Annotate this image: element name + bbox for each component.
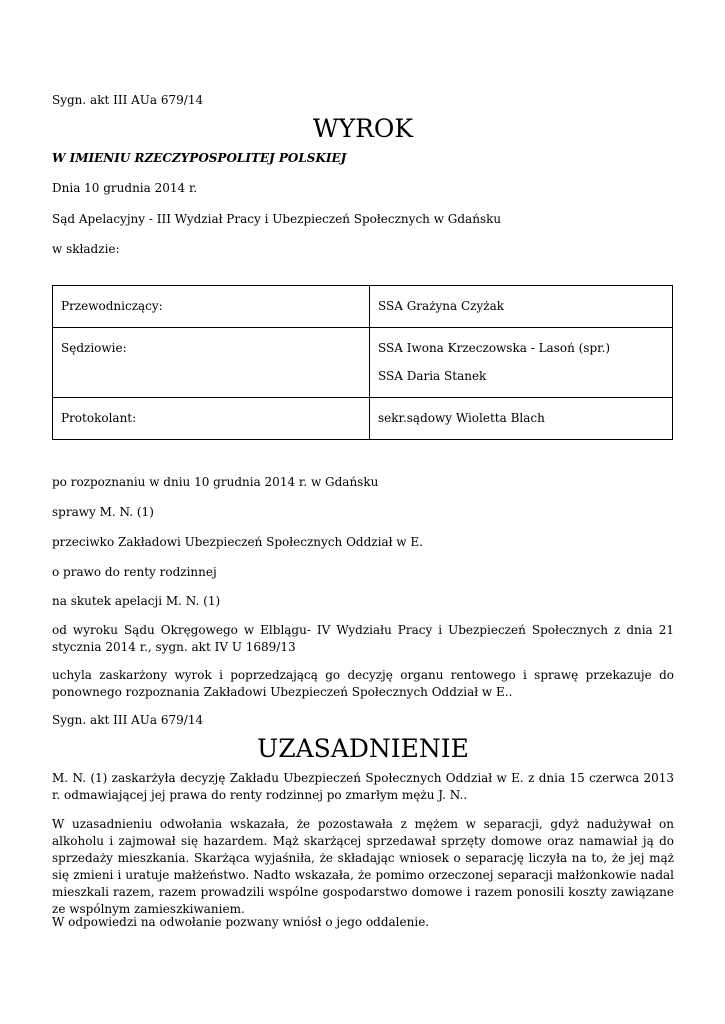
- case-reference: Sygn. akt III AUa 679/14: [52, 93, 204, 107]
- judge-1: SSA Iwona Krzeczowska - Lasoń (spr.): [378, 341, 611, 355]
- ruling-line-1: po rozpoznaniu w dniu 10 grudnia 2014 r. w Gdańsku: [52, 475, 379, 489]
- composition-table: [52, 285, 673, 440]
- judges-label: Sędziowie:: [53, 328, 370, 398]
- table-row: [53, 328, 673, 398]
- ruling-operative: uchyla zaskarżony wyrok i poprzedzającą go decyzję organu rentowego i sprawę przekazuje do ponownego rozpoznania Zakładowi Ubezpieczeń Społecznych Oddział w E..: [52, 668, 674, 699]
- justification-title: UZASADNIENIE: [257, 734, 469, 763]
- table-row: [53, 398, 673, 440]
- ruling-line-4: o prawo do renty rodzinnej: [52, 565, 217, 579]
- composition-intro: w składzie:: [52, 242, 120, 256]
- clerk-value: sekr.sądowy Wioletta Blach: [370, 398, 673, 440]
- ruling-line-2: sprawy M. N. (1): [52, 505, 154, 519]
- justification-paragraph-2: W uzasadnieniu odwołania wskazała, że pozostawała z mężem w separacji, gdyż nadużywał on alkoholu i zajmował się hazardem. Mąż skarżącej sprzedawał sprzęty domowe oraz namawiał ją do sprzedaży mieszkania. Skarżąca wyjaśniła, że składając wniosek o separację liczyła na to, że jej mąż się zmieni i uratuje małżeństwo. Nadto wskazała, że pomimo orzeczonej separacji małżonkowie nadal mieszkali razem, razem prowadzili wspólne gospodarstwo domowe i razem ponosili koszty zawiązane ze wspólnym zamieszkiwaniem.: [52, 817, 674, 916]
- justification-paragraph-3: W odpowiedzi na odwołanie pozwany wniósł o jego oddalenie.: [52, 915, 430, 929]
- presiding-value: SSA Grażyna Czyżak: [370, 286, 673, 328]
- judgment-title: WYROK: [312, 114, 414, 143]
- judge-2: SSA Daria Stanek: [378, 369, 487, 383]
- clerk-label: Protokolant:: [53, 398, 370, 440]
- judgment-subtitle: W IMIENIU RZECZYPOSPOLITEJ POLSKIEJ: [52, 151, 347, 165]
- table-row: [53, 286, 673, 328]
- justification-paragraph-1: M. N. (1) zaskarżyła decyzję Zakładu Ubezpieczeń Społecznych Oddział w E. z dnia 15 czerwca 2013 r. odmawiającej jej prawa do renty rodzinnej po zmarłym mężu J. N..: [52, 771, 674, 802]
- judgment-date: Dnia 10 grudnia 2014 r.: [52, 181, 198, 195]
- court-name: Sąd Apelacyjny - III Wydział Pracy i Ubezpieczeń Społecznych w Gdańsku: [52, 212, 502, 226]
- ruling-line-5: na skutek apelacji M. N. (1): [52, 594, 221, 608]
- ruling-line-3: przeciwko Zakładowi Ubezpieczeń Społecznych Oddział w E.: [52, 535, 423, 549]
- presiding-label: Przewodniczący:: [53, 286, 370, 328]
- judges-cell: [370, 328, 673, 398]
- ruling-line-6: od wyroku Sądu Okręgowego w Elblągu- IV Wydziału Pracy i Ubezpieczeń Społecznych z dnia 21 stycznia 2014 r., sygn. akt IV U 1689/13: [52, 623, 674, 654]
- justification-case-reference: Sygn. akt III AUa 679/14: [52, 713, 204, 727]
